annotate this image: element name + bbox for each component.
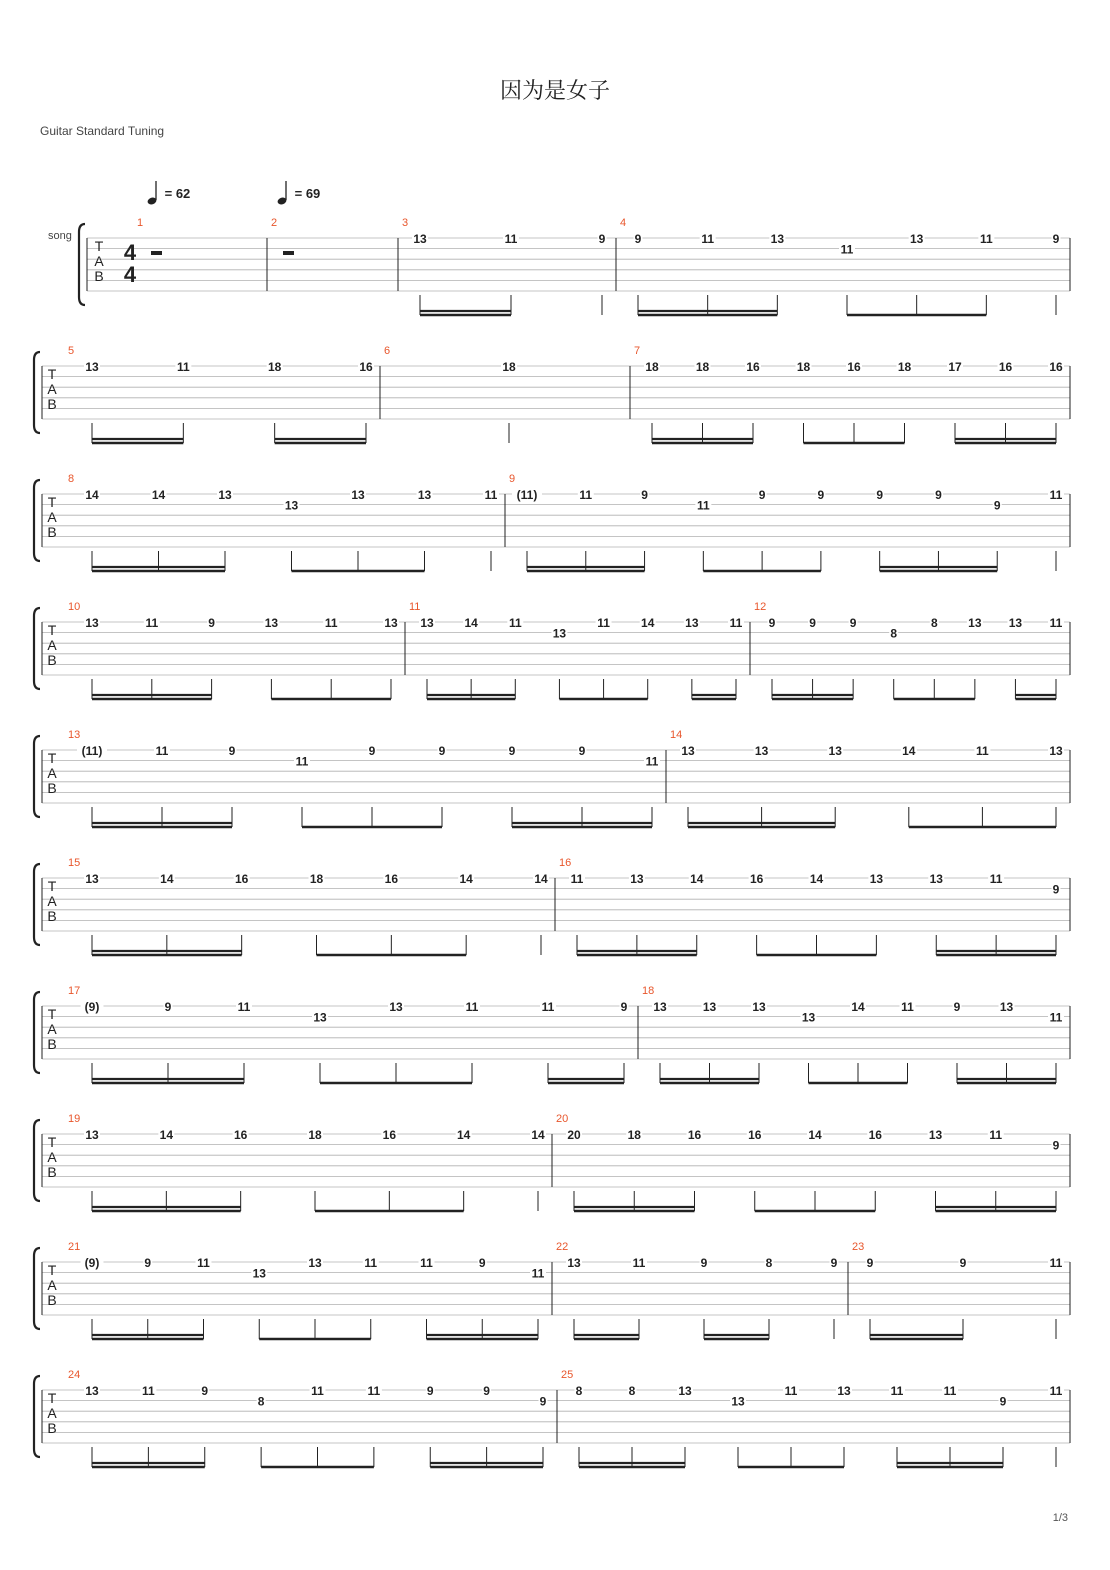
system-10: [34, 1369, 1070, 1467]
fret-number: 9: [208, 616, 215, 630]
measure-number: 13: [68, 729, 81, 741]
fret-number: 11: [890, 1384, 904, 1398]
fret-number: 8: [765, 1256, 773, 1270]
measure-number: 18: [642, 985, 655, 997]
measure-number: 24: [68, 1369, 81, 1381]
tab-clef-letter: A: [47, 893, 57, 909]
fret-number: 13: [389, 1000, 403, 1014]
measure-number: 8: [68, 473, 75, 485]
measure-number: 19: [68, 1113, 81, 1125]
measure-13: [68, 729, 666, 827]
fret-number: 13: [552, 626, 567, 641]
fret-number: 13: [85, 360, 99, 374]
tab-clef-letter: B: [47, 524, 57, 540]
fret-number: 13: [731, 1394, 745, 1409]
system-2: [34, 345, 1070, 443]
measure-number: 2: [271, 217, 278, 229]
fret-number: 11: [1049, 1384, 1063, 1398]
tab-clef-letter: T: [47, 878, 57, 894]
fret-number: 13: [630, 872, 644, 886]
measure-number: 20: [556, 1113, 569, 1125]
fret-number: 16: [748, 1128, 762, 1142]
system-bracket: [34, 608, 40, 689]
tab-clef-letter: A: [47, 1149, 57, 1165]
measure-1: [137, 217, 267, 291]
fret-number: 11: [311, 1384, 324, 1398]
system-8: [34, 1113, 1070, 1211]
fret-number: 9: [849, 616, 857, 630]
fret-number: 11: [364, 1256, 378, 1270]
measure-18: [642, 985, 1070, 1083]
measure-number: 9: [509, 473, 516, 485]
system-bracket: [34, 1248, 40, 1329]
fret-number: 11: [976, 744, 989, 758]
fret-number: 14: [85, 488, 99, 502]
measure-6: [384, 345, 630, 443]
tab-clef-letter: B: [47, 908, 57, 924]
fret-number: 9: [578, 744, 586, 758]
tab-clef-letter: B: [47, 1036, 57, 1052]
fret-number: 18: [309, 872, 324, 886]
fret-number: 16: [868, 1128, 882, 1142]
fret-number: 13: [928, 1128, 943, 1142]
fret-number: 16: [847, 360, 861, 374]
fret-number: 13: [417, 488, 432, 502]
fret-number: 11: [1049, 1010, 1063, 1025]
system-9: [34, 1241, 1070, 1339]
measure-4: [620, 217, 1070, 315]
fret-number: 11: [901, 1000, 914, 1014]
fret-number: 14: [160, 872, 174, 886]
system-4: [34, 601, 1070, 699]
fret-number: 13: [413, 232, 427, 246]
tab-clef-letter: B: [47, 780, 57, 796]
fret-number: 13: [384, 616, 398, 630]
score-title: 因为是女子: [499, 79, 610, 104]
tab-clef-letter: T: [47, 1006, 57, 1022]
fret-number: 9: [830, 1256, 838, 1270]
measure-number: 21: [68, 1241, 81, 1253]
fret-number: 11: [541, 1000, 555, 1014]
fret-number: 16: [749, 872, 764, 886]
fret-number: (11): [516, 488, 538, 502]
measure-3: [402, 217, 616, 315]
fret-number: 11: [465, 1000, 479, 1014]
fret-number: 9: [1052, 1138, 1060, 1153]
fret-number: 14: [851, 1000, 865, 1014]
fret-number: 14: [159, 1128, 174, 1142]
measure-number: 17: [68, 985, 81, 997]
fret-number: 9: [438, 744, 446, 758]
measure-number: 16: [559, 857, 572, 869]
tab-clef-letter: T: [47, 1390, 57, 1406]
fret-number: 9: [1052, 882, 1060, 897]
fret-number: 16: [384, 872, 399, 886]
fret-number: 13: [567, 1256, 581, 1270]
fret-number: 11: [989, 1128, 1003, 1142]
measure-number: 25: [561, 1369, 574, 1381]
fret-number: 13: [828, 744, 842, 758]
fret-number: 9: [959, 1256, 967, 1270]
tab-clef-letter: A: [47, 509, 57, 525]
fret-number: 13: [968, 616, 982, 630]
fret-number: (9): [84, 1256, 100, 1270]
tab-clef-letter: A: [47, 1405, 57, 1421]
fret-number: 13: [909, 232, 924, 246]
tab-clef-letter: B: [47, 1292, 57, 1308]
fret-number: 11: [176, 360, 190, 374]
fret-number: 18: [796, 360, 811, 374]
fret-number: 9: [598, 232, 606, 246]
fret-number: 9: [426, 1384, 434, 1398]
fret-number: 14: [464, 616, 478, 630]
measure-5: [68, 345, 380, 443]
rest-icon: [283, 251, 294, 255]
fret-number: 9: [483, 1384, 490, 1398]
fret-number: 13: [85, 1384, 99, 1398]
fret-number: 9: [1052, 232, 1060, 246]
fret-number: 13: [702, 1000, 717, 1014]
tab-clef-letter: A: [47, 381, 57, 397]
fret-number: 11: [145, 616, 159, 630]
system-bracket: [34, 736, 40, 817]
measure-2: [271, 217, 398, 291]
tab-clef-letter: A: [94, 253, 104, 269]
fret-number: 13: [85, 872, 99, 886]
fret-number: 16: [1049, 360, 1063, 374]
fret-number: 11: [155, 744, 169, 758]
fret-number: 11: [484, 488, 498, 502]
fret-number: 13: [801, 1010, 816, 1025]
measure-9: [509, 473, 1070, 571]
fret-number: 11: [840, 242, 854, 257]
fret-number: 16: [382, 1128, 397, 1142]
fret-number: 9: [700, 1256, 708, 1270]
measure-number: 15: [68, 857, 81, 869]
fret-number: 11: [943, 1384, 957, 1398]
fret-number: 11: [420, 1256, 433, 1270]
fret-number: 13: [999, 1000, 1014, 1014]
tab-clef-letter: B: [47, 396, 57, 412]
measure-25: [561, 1369, 1070, 1467]
fret-number: 9: [935, 488, 942, 502]
measure-number: 10: [68, 601, 81, 613]
fret-number: 11: [989, 872, 1003, 886]
fret-number: 9: [641, 488, 648, 502]
fret-number: 11: [1049, 488, 1063, 502]
tempo-value: = 62: [164, 186, 191, 201]
rest-icon: [151, 251, 162, 255]
fret-number: 9: [368, 744, 376, 758]
fret-number: 11: [579, 488, 593, 502]
fret-number: 14: [641, 616, 655, 630]
measure-number: 4: [620, 217, 627, 229]
fret-number: 8: [575, 1384, 583, 1398]
fret-number: 11: [367, 1384, 381, 1398]
fret-number: 9: [866, 1256, 874, 1270]
fret-number: 11: [1049, 1256, 1063, 1270]
fret-number: 18: [645, 360, 659, 374]
tab-clef-letter: T: [47, 1134, 57, 1150]
tuning-label: Guitar Standard Tuning: [40, 124, 165, 138]
fret-number: 14: [534, 872, 548, 886]
measure-16: [559, 857, 1070, 955]
fret-number: (9): [84, 1000, 100, 1014]
fret-number: 11: [784, 1384, 798, 1398]
measure-22: [556, 1241, 848, 1339]
fret-number: 13: [313, 1010, 327, 1025]
fret-number: 11: [645, 754, 659, 769]
fret-number: 13: [929, 872, 943, 886]
measure-number: 11: [409, 601, 421, 613]
fret-number: 8: [257, 1394, 265, 1409]
tab-clef-letter: B: [94, 268, 104, 284]
time-signature-top: 4: [123, 240, 137, 265]
system-bracket: [34, 1120, 40, 1201]
system-6: [34, 857, 1070, 955]
fret-number: 18: [308, 1128, 322, 1142]
measure-number: 22: [556, 1241, 569, 1253]
fret-number: 9: [144, 1256, 152, 1270]
fret-number: 14: [902, 744, 916, 758]
fret-number: 16: [998, 360, 1013, 374]
system-3: [34, 473, 1070, 571]
fret-number: 14: [459, 872, 473, 886]
fret-number: 13: [653, 1000, 667, 1014]
fret-number: 16: [687, 1128, 702, 1142]
fret-number: 9: [201, 1384, 209, 1398]
fret-number: 11: [324, 616, 338, 630]
tab-clef-letter: B: [47, 1420, 57, 1436]
fret-number: (11): [81, 744, 103, 758]
fret-number: 13: [685, 616, 699, 630]
fret-number: 16: [359, 360, 373, 374]
tempo-value: = 69: [294, 186, 321, 201]
fret-number: 11: [979, 232, 993, 246]
fret-number: 13: [308, 1256, 322, 1270]
tab-clef-letter: T: [47, 750, 57, 766]
tab-clef-letter: A: [47, 1021, 57, 1037]
measure-11: [409, 601, 750, 699]
fret-number: 11: [142, 1384, 155, 1398]
fret-number: 13: [351, 488, 365, 502]
fret-number: 11: [531, 1266, 545, 1281]
fret-number: 9: [993, 498, 1001, 513]
page-number: 1/3: [1052, 1512, 1068, 1524]
fret-number: 14: [808, 1128, 822, 1142]
fret-number: 9: [228, 744, 236, 758]
fret-number: 8: [628, 1384, 636, 1398]
fret-number: 9: [164, 1000, 172, 1014]
fret-number: 16: [746, 360, 760, 374]
tab-clef-letter: A: [47, 765, 57, 781]
tab-clef-letter: B: [47, 1164, 57, 1180]
measure-21: [68, 1241, 552, 1339]
measure-number: 23: [852, 1241, 865, 1253]
measure-7: [634, 345, 1070, 443]
fret-number: 11: [696, 498, 710, 513]
fret-number: 13: [681, 744, 695, 758]
tab-clef-letter: T: [47, 366, 57, 382]
tab-clef-letter: B: [47, 652, 57, 668]
fret-number: 9: [478, 1256, 486, 1270]
fret-number: 13: [85, 616, 99, 630]
system-7: [34, 985, 1070, 1083]
measure-number: 5: [68, 345, 75, 357]
tab-clef-letter: T: [94, 238, 104, 254]
fret-number: 18: [897, 360, 912, 374]
fret-number: 9: [817, 488, 825, 502]
measure-20: [556, 1113, 1070, 1211]
system-bracket: [34, 864, 40, 945]
fret-number: 9: [953, 1000, 961, 1014]
measure-17: [68, 985, 638, 1083]
measure-number: 7: [634, 345, 641, 357]
fret-number: 20: [567, 1128, 581, 1142]
system-bracket: [34, 992, 40, 1073]
system-bracket: [34, 480, 40, 561]
measure-number: 12: [754, 601, 767, 613]
fret-number: 16: [233, 1128, 248, 1142]
fret-number: 17: [948, 360, 962, 374]
tab-clef-letter: T: [47, 494, 57, 510]
fret-number: 11: [632, 1256, 646, 1270]
fret-number: 14: [151, 488, 166, 502]
fret-number: 9: [768, 616, 776, 630]
fret-number: 13: [218, 488, 232, 502]
system-5: [34, 729, 1070, 827]
fret-number: 13: [264, 616, 279, 630]
fret-number: 14: [809, 872, 824, 886]
system-bracket: [34, 352, 40, 433]
fret-number: 13: [837, 1384, 851, 1398]
measure-24: [68, 1369, 557, 1467]
measure-15: [68, 857, 555, 955]
measure-number: 1: [137, 217, 144, 229]
fret-number: 11: [504, 232, 518, 246]
fret-number: 13: [284, 498, 299, 513]
fret-number: 9: [999, 1394, 1007, 1409]
fret-number: 13: [85, 1128, 99, 1142]
fret-number: 11: [1049, 616, 1063, 630]
fret-number: 13: [752, 1000, 766, 1014]
fret-number: 11: [701, 232, 715, 246]
measure-number: 3: [402, 217, 409, 229]
fret-number: 11: [570, 872, 584, 886]
fret-number: 9: [620, 1000, 628, 1014]
fret-number: 8: [890, 626, 898, 641]
fret-number: 9: [634, 232, 642, 246]
fret-number: 11: [295, 754, 309, 769]
time-signature-bottom: 4: [123, 262, 137, 287]
fret-number: 13: [869, 872, 884, 886]
system-1: [79, 217, 1070, 315]
fret-number: 13: [420, 616, 434, 630]
measure-10: [68, 601, 405, 699]
fret-number: 14: [456, 1128, 471, 1142]
measure-14: [670, 729, 1070, 827]
fret-number: 11: [597, 616, 610, 630]
measure-12: [754, 601, 1070, 699]
measure-8: [68, 473, 505, 571]
system-bracket: [79, 224, 85, 305]
fret-number: 9: [508, 744, 516, 758]
tab-clef-letter: A: [47, 637, 57, 653]
fret-number: 16: [234, 872, 249, 886]
fret-number: 14: [690, 872, 704, 886]
fret-number: 14: [531, 1128, 545, 1142]
fret-number: 9: [809, 616, 816, 630]
fret-number: 13: [754, 744, 769, 758]
fret-number: 18: [502, 360, 516, 374]
fret-number: 13: [770, 232, 785, 246]
measure-number: 6: [384, 345, 391, 357]
tab-clef-letter: T: [47, 1262, 57, 1278]
fret-number: 9: [758, 488, 766, 502]
track-name: song: [48, 230, 72, 242]
fret-number: 13: [1008, 616, 1023, 630]
measure-23: [852, 1241, 1070, 1339]
fret-number: 11: [237, 1000, 251, 1014]
tab-clef-letter: A: [47, 1277, 57, 1293]
fret-number: 18: [267, 360, 282, 374]
fret-number: 11: [197, 1256, 210, 1270]
measure-19: [68, 1113, 552, 1211]
fret-number: 9: [876, 488, 884, 502]
measure-number: 14: [670, 729, 683, 741]
fret-number: 9: [539, 1394, 547, 1409]
fret-number: 8: [930, 616, 938, 630]
fret-number: 11: [508, 616, 522, 630]
fret-number: 13: [678, 1384, 692, 1398]
system-bracket: [34, 1376, 40, 1457]
fret-number: 18: [695, 360, 710, 374]
fret-number: 18: [627, 1128, 641, 1142]
fret-number: 11: [729, 616, 743, 630]
fret-number: 13: [252, 1266, 266, 1281]
tab-clef-letter: T: [47, 622, 57, 638]
fret-number: 13: [1049, 744, 1063, 758]
